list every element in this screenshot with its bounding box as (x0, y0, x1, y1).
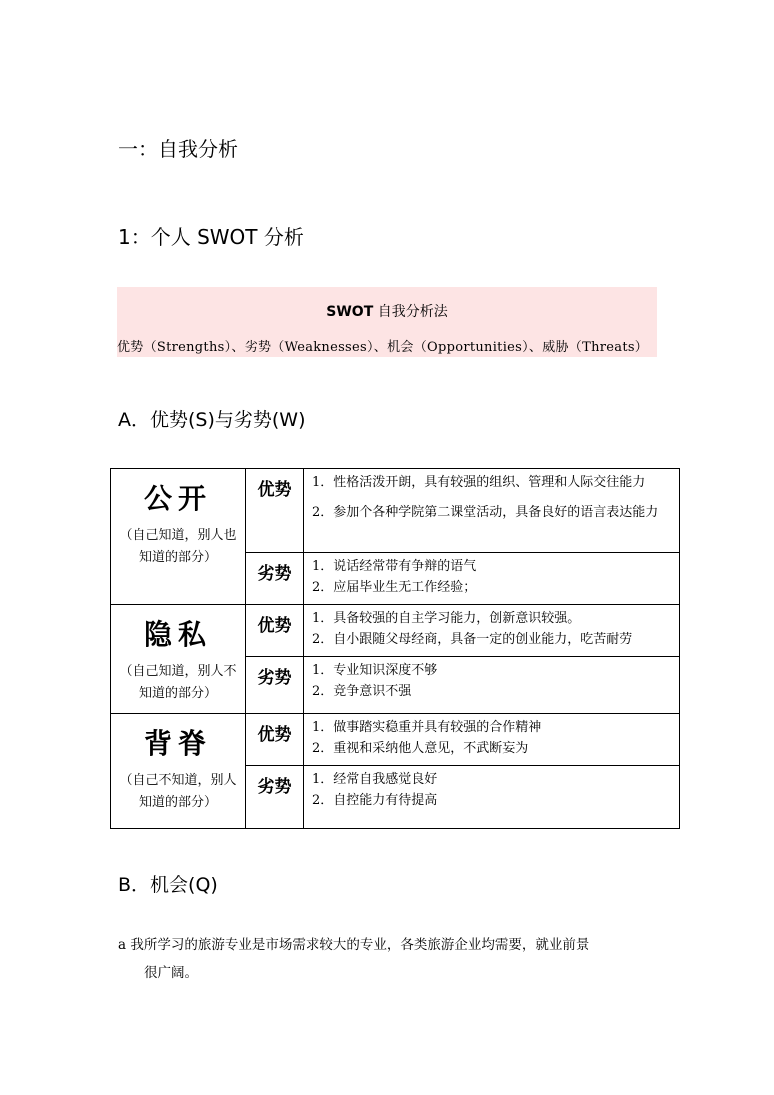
swot-box-title-rest: 自我分析法 (373, 304, 448, 320)
heading-self-analysis: 一：自我分析 (118, 137, 238, 161)
category-cell (111, 469, 246, 605)
weakness-list (304, 657, 680, 714)
table-row (111, 714, 680, 766)
list-item: 2．自小跟随父母经商，具备一定的创业能力，吃苦耐劳 (312, 632, 633, 647)
list-item: 1．做事踏实稳重并具有较强的合作精神 (312, 720, 542, 735)
weakness-list (304, 553, 680, 605)
category-title: 公开 (143, 482, 212, 515)
category-title: 隐私 (143, 618, 212, 651)
weakness-label: 劣势 (246, 553, 304, 605)
swot-box-subtitle: 优势（Strengths）、劣势（Weaknesses）、机会（Opportunities）、威胁（Threats） (117, 340, 649, 355)
list-item: 2．自控能力有待提高 (312, 793, 438, 808)
section-b-heading: B．机会(Q) (118, 874, 218, 896)
weakness-label: 劣势 (246, 766, 304, 829)
strength-label: 优势 (246, 605, 304, 657)
swot-table (110, 468, 680, 829)
list-item: 1．具备较强的自主学习能力，创新意识较强。 (312, 611, 581, 626)
category-cell (111, 605, 246, 714)
strength-list (304, 469, 680, 553)
heading-swot: 1：个人 SWOT 分析 (118, 225, 304, 249)
list-item: 1．说话经常带有争辩的语气 (312, 559, 477, 574)
list-item: 1．专业知识深度不够 (312, 663, 438, 678)
opportunity-paragraph (118, 931, 663, 987)
strength-label: 优势 (246, 469, 304, 553)
list-item: 2．竞争意识不强 (312, 684, 412, 699)
category-note: （自己知道，别人不知道的部分） (119, 664, 237, 701)
table-row (111, 605, 680, 657)
weakness-label: 劣势 (246, 657, 304, 714)
table-row (111, 469, 680, 553)
paragraph-line: 很广阔。 (144, 965, 198, 981)
paragraph-line: a 我所学习的旅游专业是市场需求较大的专业，各类旅游企业均需要，就业前景 (118, 937, 590, 953)
strength-list (304, 714, 680, 766)
strength-label: 优势 (246, 714, 304, 766)
list-item: 2．应届毕业生无工作经验； (312, 580, 477, 595)
list-item: 1．性格活泼开朗，具有较强的组织、管理和人际交往能力 (312, 475, 646, 490)
weakness-list (304, 766, 680, 829)
swot-box-title (117, 301, 657, 321)
swot-box-title-bold: SWOT (326, 304, 374, 320)
category-note: （自己不知道，别人知道的部分） (119, 773, 237, 810)
swot-definition-box (117, 287, 657, 357)
section-a-heading: A．优势(S)与劣势(W) (118, 409, 306, 431)
category-cell (111, 714, 246, 829)
list-item: 2．参加个各种学院第二课堂活动，具备良好的语言表达能力 (312, 505, 659, 520)
category-note: （自己知道，别人也知道的部分） (119, 528, 237, 565)
list-item: 1．经常自我感觉良好 (312, 772, 438, 787)
list-item: 2．重视和采纳他人意见，不武断妄为 (312, 741, 529, 756)
strength-list (304, 605, 680, 657)
category-title: 背脊 (143, 727, 212, 760)
